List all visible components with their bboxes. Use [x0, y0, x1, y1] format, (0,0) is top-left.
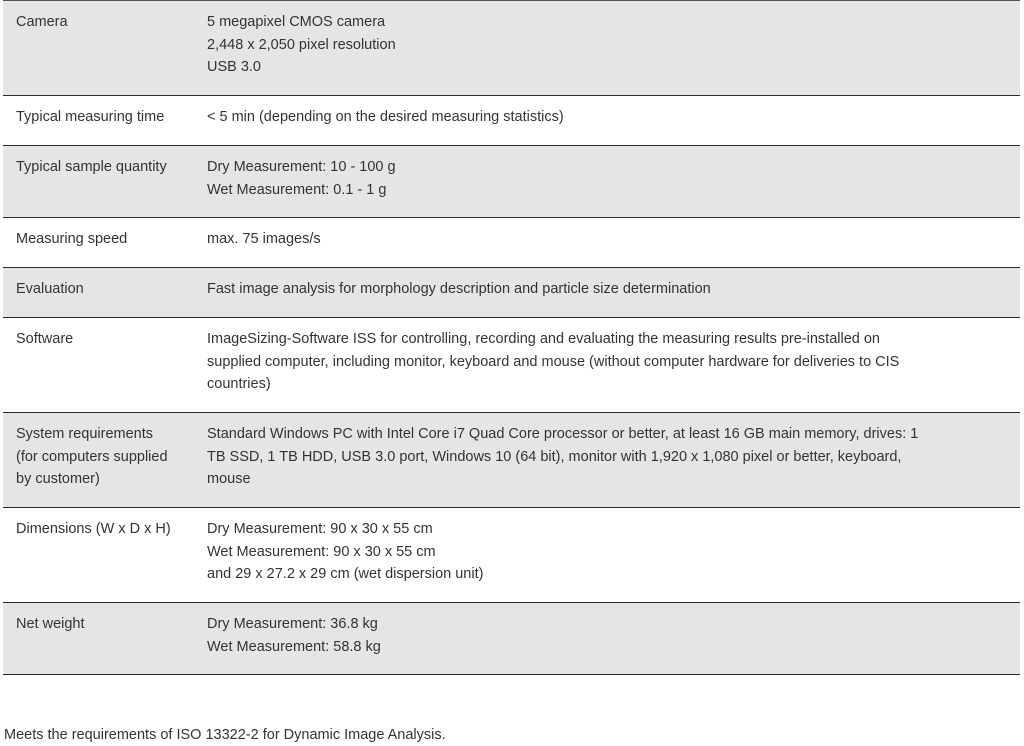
- spec-value-line: ImageSizing-Software ISS for controlling, recording and evaluating the measuring results pre-installed on: [207, 331, 880, 347]
- spec-label-line: System requirements: [16, 426, 153, 442]
- spec-label-line: Typical measuring time: [16, 109, 165, 125]
- spec-value-line: Fast image analysis for morphology description and particle size determination: [207, 281, 711, 297]
- spec-value-line: Wet Measurement: 0.1 - 1 g: [207, 181, 387, 198]
- spec-table: [3, 0, 1020, 675]
- spec-value: [207, 278, 1020, 317]
- spec-value: [207, 423, 1020, 507]
- spec-label: [3, 228, 207, 267]
- spec-value-line: USB 3.0: [207, 59, 261, 76]
- spec-value-line: Wet Measurement: 90 x 30 x 55 cm: [207, 543, 436, 560]
- spec-row-software: [3, 318, 1020, 413]
- spec-label-line: Net weight: [16, 616, 85, 632]
- spec-label-line: by customer): [16, 471, 100, 488]
- spec-label-line: (for computers supplied: [16, 448, 168, 465]
- spec-value: [207, 156, 1020, 217]
- spec-label-line: Camera: [16, 14, 68, 30]
- spec-value-line: TB SSD, 1 TB HDD, USB 3.0 port, Windows 10 (64 bit), monitor with 1,920 x 1,080 pixel or better, keyboard,: [207, 448, 902, 465]
- spec-value-line: Wet Measurement: 58.8 kg: [207, 638, 381, 655]
- footnote: Meets the requirements of ISO 13322-2 for Dynamic Image Analysis.: [4, 727, 446, 743]
- spec-label-line: Typical sample quantity: [16, 159, 167, 175]
- spec-label: [3, 328, 207, 412]
- spec-value-line: < 5 min (depending on the desired measuring statistics): [207, 109, 564, 125]
- spec-label: [3, 613, 207, 674]
- spec-value-line: Dry Measurement: 10 - 100 g: [207, 159, 396, 175]
- spec-value: [207, 228, 1020, 267]
- spec-label: [3, 11, 207, 95]
- spec-row-sample-quantity: [3, 146, 1020, 218]
- spec-label-line: Evaluation: [16, 281, 84, 297]
- spec-row-camera: [3, 1, 1020, 96]
- spec-value: [207, 518, 1020, 602]
- spec-label: [3, 156, 207, 217]
- spec-value-line: 2,448 x 2,050 pixel resolution: [207, 36, 396, 53]
- spec-value: [207, 106, 1020, 145]
- spec-row-system-requirements: [3, 413, 1020, 508]
- spec-value-line: supplied computer, including monitor, keyboard and mouse (without computer hardware for deliveries to CIS: [207, 353, 900, 370]
- spec-label-line: Software: [16, 331, 74, 347]
- spec-label: [3, 423, 207, 507]
- spec-label: [3, 278, 207, 317]
- spec-label-line: Dimensions (W x D x H): [16, 521, 171, 537]
- spec-row-measuring-time: [3, 96, 1020, 146]
- spec-row-net-weight: [3, 603, 1020, 675]
- spec-value-line: mouse: [207, 471, 251, 488]
- spec-value-line: Dry Measurement: 90 x 30 x 55 cm: [207, 521, 433, 537]
- spec-row-dimensions: [3, 508, 1020, 603]
- spec-value: [207, 11, 1020, 95]
- spec-value: [207, 328, 1020, 412]
- spec-value-line: 5 megapixel CMOS camera: [207, 14, 386, 30]
- spec-value-line: countries): [207, 376, 271, 393]
- spec-value-line: Standard Windows PC with Intel Core i7 Quad Core processor or better, at least 16 GB main memory, drives: 1: [207, 426, 919, 442]
- spec-value-line: max. 75 images/s: [207, 231, 321, 247]
- spec-label: [3, 106, 207, 145]
- spec-row-evaluation: [3, 268, 1020, 318]
- spec-value-line: and 29 x 27.2 x 29 cm (wet dispersion unit): [207, 566, 484, 583]
- spec-row-measuring-speed: [3, 218, 1020, 268]
- spec-value-line: Dry Measurement: 36.8 kg: [207, 616, 378, 632]
- spec-label: [3, 518, 207, 602]
- spec-value: [207, 613, 1020, 674]
- spec-label-line: Measuring speed: [16, 231, 128, 247]
